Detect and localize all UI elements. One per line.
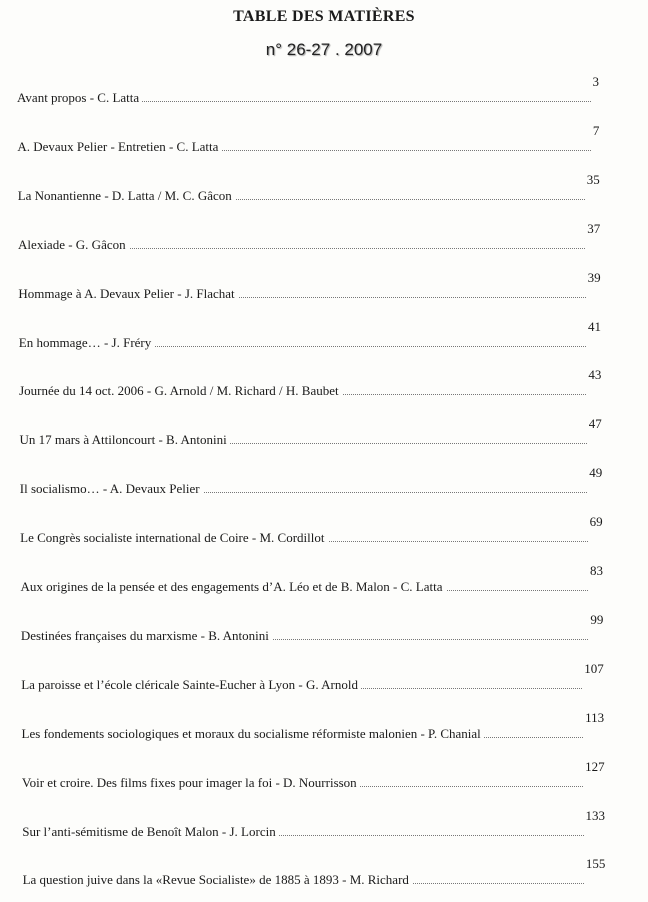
toc-entry [21, 709, 605, 742]
entry-page: 43 [588, 367, 602, 383]
entry-page: 7 [592, 122, 600, 138]
toc-entry [18, 220, 601, 253]
entry-title: Sur l’anti-sémitisme de Benoît Malon - J. Lorcin [22, 824, 278, 840]
entry-page: 99 [590, 611, 604, 627]
entry-page: 133 [585, 807, 605, 823]
entry-title: La paroisse et l’école cléricale Sainte-Eucher à Lyon - G. Arnold [21, 677, 361, 693]
issue-number: n° 26-27 . 2007 [265, 40, 383, 59]
toc-entry [17, 122, 600, 155]
entry-title: La question juive dans la «Revue Socialiste» de 1885 à 1893 - M. Richard [23, 872, 412, 888]
entry-title: Journée du 14 oct. 2006 - G. Arnold / M. Richard / H. Baubet [19, 383, 342, 399]
entry-page: 155 [585, 856, 606, 872]
entry-title: Alexiade - G. Gâcon [18, 237, 129, 253]
toc-entry [17, 74, 599, 106]
toc-entry [19, 367, 602, 399]
entry-page: 47 [588, 416, 602, 432]
entry-page: 3 [592, 74, 599, 89]
entry-page: 69 [589, 514, 603, 530]
entry-page: 127 [585, 758, 605, 774]
toc-entry [20, 611, 604, 644]
entry-page: 49 [589, 465, 603, 481]
entry-title: Le Congrès socialiste international de Coire - M. Cordillot [20, 530, 327, 546]
entry-page: 41 [588, 318, 601, 334]
entry-page: 35 [586, 171, 600, 187]
toc-entry [22, 856, 606, 888]
entry-title: Destinées françaises du marxisme - B. Antonini [21, 628, 272, 644]
toc-entry [22, 807, 605, 840]
toc-entry [21, 758, 605, 791]
page-title: TABLE DES MATIÈRES [233, 8, 415, 25]
entry-page: 113 [585, 709, 605, 725]
entry-title: A. Devaux Pelier - Entretien - C. Latta [17, 139, 221, 155]
entry-title: Les fondements sociologiques et moraux du socialisme réformiste malonien - P. Chanial [22, 726, 484, 742]
entry-title: Voir et croire. Des films fixes pour imager la foi - D. Nourrisson [22, 775, 360, 791]
entry-title: Un 17 mars à Attiloncourt - B. Antonini [19, 432, 229, 448]
toc-entry [18, 318, 601, 351]
entry-title: Hommage à A. Devaux Pelier - J. Flachat [18, 286, 237, 302]
entry-page: 37 [587, 220, 601, 236]
toc-entry [21, 660, 604, 693]
toc-entry [20, 563, 604, 595]
entry-title: En hommage… - J. Fréry [19, 335, 155, 351]
entry-page: 107 [584, 660, 604, 676]
entry-title: Avant propos - C. Latta [17, 90, 142, 106]
toc-entry [20, 514, 603, 546]
entry-title: La Nonantienne - D. Latta / M. C. Gâcon [18, 188, 235, 204]
toc-entry [17, 171, 600, 204]
entry-page: 83 [590, 563, 603, 578]
entry-title: Il socialismo… - A. Devaux Pelier [20, 481, 203, 497]
entry-title: Aux origines de la pensée et des engagements d’A. Léo et de B. Malon - C. Latta [21, 579, 446, 595]
entry-page: 39 [587, 269, 601, 285]
toc-entry [19, 465, 603, 497]
toc-entry [19, 416, 602, 448]
toc-entry [18, 269, 601, 302]
